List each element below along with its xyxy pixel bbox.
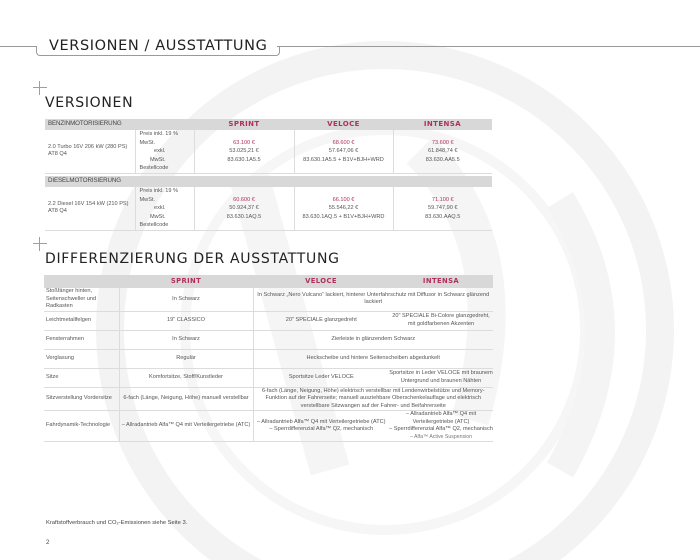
value-sprint: In Schwarz — [119, 330, 253, 349]
table-row — [45, 187, 492, 230]
price-incl: 71.100 € — [431, 196, 454, 203]
order-code: 83.630.1A5.5 — [227, 156, 261, 163]
value-veloce-intensa: Zierleiste in glänzendem Schwarz — [253, 330, 493, 349]
table-row — [44, 349, 493, 368]
price-excl: 59.747,90 € — [427, 205, 458, 211]
table-row — [45, 130, 492, 173]
label-excl: exkl. MwSt. — [149, 205, 166, 220]
price-cell-intensa — [393, 130, 492, 173]
order-code: 83.630.1AQ.5 + B1V+BJH+WRD — [302, 213, 385, 220]
bullet-line: – Allradantrieb Alfa™ Q4 mit Verteilergetriebe (ATC) — [121, 422, 251, 429]
group-label: BENZINMOTORISIERUNG — [45, 119, 194, 130]
price-cell-intensa — [393, 187, 492, 230]
price-incl: 60.600 € — [233, 196, 255, 203]
price-excl: 50.924,37 € — [229, 205, 259, 211]
value-veloce — [253, 411, 389, 442]
label-excl: exkl. MwSt. — [149, 148, 166, 163]
label-incl: Preis inkl. 19 % MwSt. — [139, 131, 179, 146]
label-incl: Preis inkl. 19 % MwSt. — [139, 188, 179, 203]
table-row — [44, 387, 493, 411]
value-sprint: 19" CLASSICO — [119, 311, 253, 330]
bullet-line: – Alfa™ Active Suspension — [410, 433, 472, 440]
price-incl: 68.600 € — [332, 139, 355, 146]
bullet-line: – Sperrdifferenzial Alfa™ Q2, mechanisch — [269, 426, 374, 433]
value-sprint — [119, 411, 253, 442]
versions-table-header — [45, 176, 492, 187]
versions-table-header — [45, 119, 492, 130]
feature-label: Fahrdynamik-Technologie — [44, 411, 119, 442]
order-code: 83.630.1AQ.5 — [226, 213, 262, 220]
value-sprint: 6-fach (Länge, Neigung, Höhe) manuell verstellbar — [119, 387, 253, 411]
feature-label: Sitzverstellung Vordersitze — [44, 387, 119, 411]
price-excl: 55.546,22 € — [328, 205, 359, 211]
feature-label: Leichtmetallfelgen — [44, 311, 119, 330]
order-code: 83.630.1A5.5 + B1V+BJH+WRD — [303, 156, 384, 163]
value-veloce: Sportsitze Leder VELOCE — [253, 368, 389, 387]
group-label: DIESELMOTORISIERUNG — [45, 176, 492, 187]
page-number: 2 — [46, 540, 50, 546]
label-code: Bestellcode — [139, 222, 169, 228]
price-labels — [135, 130, 194, 173]
bullet-line: – Allradantrieb Alfa™ Q4 mit Verteilergetriebe (ATC) — [256, 418, 386, 425]
trim-header-intensa: INTENSA — [389, 275, 493, 288]
versions-table-petrol — [45, 119, 492, 174]
feature-label: Stoßfänger hinten, Seitenschweller und Radkasten — [44, 288, 119, 311]
value-veloce-intensa: Heckscheibe und hintere Seitenscheiben abgedunkelt — [253, 349, 493, 368]
model-name: 2.0 Turbo 16V 206 kW (280 PS) AT8 Q4 — [45, 130, 135, 173]
crosshair-mark-icon — [33, 81, 47, 95]
equipment-difference-table — [44, 275, 493, 442]
value-veloce-intensa: In Schwarz „Nero Vulcano“ lackiert, hinterer Unterfahrschutz mit Diffusor in Schwarz glänzend lackiert — [253, 288, 493, 311]
price-incl: 63.100 € — [233, 139, 255, 146]
table-row — [44, 311, 493, 330]
section-title-versionen: VERSIONEN — [45, 95, 134, 111]
trim-header-veloce: VELOCE — [294, 119, 393, 130]
price-labels — [135, 187, 194, 230]
value-intensa: 20" SPECIALE Bi-Colore glanzgedreht, mit goldfarbenen Akzenten — [389, 311, 493, 330]
feature-label: Sitze — [44, 368, 119, 387]
trim-header-sprint: SPRINT — [194, 119, 294, 130]
feature-label: Fensterrahmen — [44, 330, 119, 349]
value-sprint: In Schwarz — [119, 288, 253, 311]
section-title-differenzierung: DIFFERENZIERUNG DER AUSSTATTUNG — [45, 251, 340, 267]
order-code: 83.630.AAQ.5 — [425, 213, 461, 220]
price-cell-sprint — [194, 187, 294, 230]
model-name: 2.2 Diesel 16V 154 kW (210 PS) AT8 Q4 — [45, 187, 135, 230]
trim-header-veloce: VELOCE — [253, 275, 389, 288]
table-row — [44, 330, 493, 349]
price-cell-veloce — [294, 187, 393, 230]
value-intensa — [389, 411, 493, 442]
price-cell-sprint — [194, 130, 294, 173]
versions-table-diesel — [45, 176, 492, 231]
trim-header-sprint: SPRINT — [119, 275, 253, 288]
label-code: Bestellcode — [139, 165, 169, 171]
price-cell-veloce — [294, 130, 393, 173]
table-row — [44, 368, 493, 387]
price-incl: 73.600 € — [431, 139, 454, 146]
crosshair-mark-icon — [33, 237, 47, 251]
header-empty — [44, 275, 119, 288]
bullet-line: – Sperrdifferenzial Alfa™ Q2, mechanisch — [389, 426, 493, 433]
value-sprint: Regulär — [119, 349, 253, 368]
value-intensa: Sportsitze in Leder VELOCE mit braunem Untergrund und braunen Nähten — [389, 368, 493, 387]
value-veloce-intensa: 6-fach (Länge, Neigung, Höhe) elektrisch verstellbar mit Lendenwirbelstütze und Memory-Funktion auf der Fahrerseite; manuell ausziehbare Oberschenkelauflage und elektrisch verstellbare Sitzwangen auf der Fahrer- und Beifahrerseite — [253, 387, 493, 411]
bullet-line: – Allradantrieb Alfa™ Q4 mit Verteilergetriebe (ATC) — [405, 411, 477, 425]
table-row — [44, 411, 493, 442]
price-excl: 57.647,06 € — [328, 148, 359, 154]
price-excl: 61.848,74 € — [427, 148, 458, 154]
order-code: 83.630.AA5.5 — [425, 156, 460, 163]
value-veloce: 20" SPECIALE glanzgedreht — [253, 311, 389, 330]
table-row — [44, 288, 493, 311]
value-sprint: Komfortsitze, Stoff/Kunstleder — [119, 368, 253, 387]
price-incl: 66.100 € — [332, 196, 355, 203]
header-rule-left — [0, 46, 37, 47]
page-header-title: VERSIONEN / AUSSTATTUNG — [49, 38, 268, 54]
feature-label: Verglasung — [44, 349, 119, 368]
footnote: Kraftstoffverbrauch und CO₂-Emissionen siehe Seite 3. — [46, 520, 188, 526]
difference-table-header — [44, 275, 493, 288]
trim-header-intensa: INTENSA — [393, 119, 492, 130]
price-excl: 53.025,21 € — [229, 148, 259, 154]
header-rule-right — [277, 46, 700, 47]
